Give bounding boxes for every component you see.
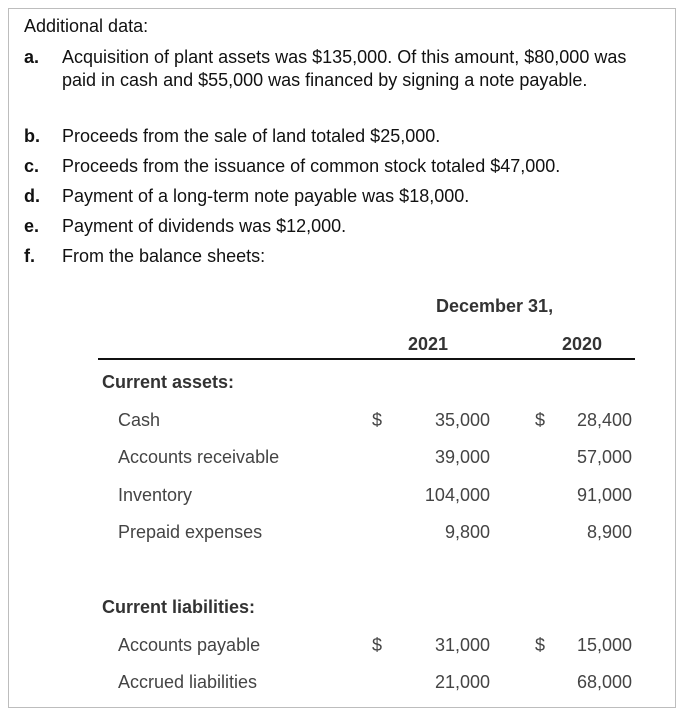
item-text: Payment of a long-term note payable was $18,000. xyxy=(62,186,470,206)
value-2021: 39,000 xyxy=(434,447,490,467)
item-text: Proceeds from the issuance of common stock totaled $47,000. xyxy=(62,156,561,176)
value-2021: 21,000 xyxy=(434,672,490,692)
row-label-inventory: Inventory xyxy=(118,485,193,505)
item-label: d. xyxy=(24,186,40,206)
item-label: a. xyxy=(24,47,40,67)
row-label-accrued-liabilities: Accrued liabilities xyxy=(118,672,258,692)
item-label: e. xyxy=(24,216,40,236)
row-label-prepaid-expenses: Prepaid expenses xyxy=(118,522,263,542)
value-2020: 68,000 xyxy=(576,672,632,692)
value-2020: 28,400 xyxy=(576,410,632,430)
dollar-sign: $ xyxy=(535,410,546,430)
page-title: Additional data: xyxy=(24,16,149,36)
value-2021: 31,000 xyxy=(434,635,490,655)
item-label: c. xyxy=(24,156,40,176)
section-current-liabilities: Current liabilities: xyxy=(102,597,256,617)
item-label: f. xyxy=(24,246,35,266)
row-label-accounts-payable: Accounts payable xyxy=(118,635,261,655)
value-2021: 35,000 xyxy=(434,410,490,430)
header-rule xyxy=(98,358,635,360)
dollar-sign: $ xyxy=(372,410,383,430)
item-text: Proceeds from the sale of land totaled $25,000. xyxy=(62,126,441,146)
value-2020: 15,000 xyxy=(576,635,632,655)
value-2021: 104,000 xyxy=(424,485,490,505)
value-2020: 57,000 xyxy=(576,447,632,467)
column-header-2021: 2021 xyxy=(408,334,449,354)
value-2020: 91,000 xyxy=(576,485,632,505)
table-header-date: December 31, xyxy=(436,296,554,316)
value-2021: 9,800 xyxy=(444,522,490,542)
dollar-sign: $ xyxy=(372,635,383,655)
section-current-assets: Current assets: xyxy=(102,372,235,392)
item-text: Payment of dividends was $12,000. xyxy=(62,216,347,236)
dollar-sign: $ xyxy=(535,635,546,655)
item-text: From the balance sheets: xyxy=(62,246,266,266)
column-header-2020: 2020 xyxy=(562,334,603,354)
row-label-cash: Cash xyxy=(118,410,161,430)
item-text: Acquisition of plant assets was $135,000. Of this amount, $80,000 was paid in cash and $55,000 was financed by signing a note payable. xyxy=(62,47,627,90)
row-label-accounts-receivable: Accounts receivable xyxy=(118,447,280,467)
value-2020: 8,900 xyxy=(586,522,632,542)
item-label: b. xyxy=(24,126,40,146)
